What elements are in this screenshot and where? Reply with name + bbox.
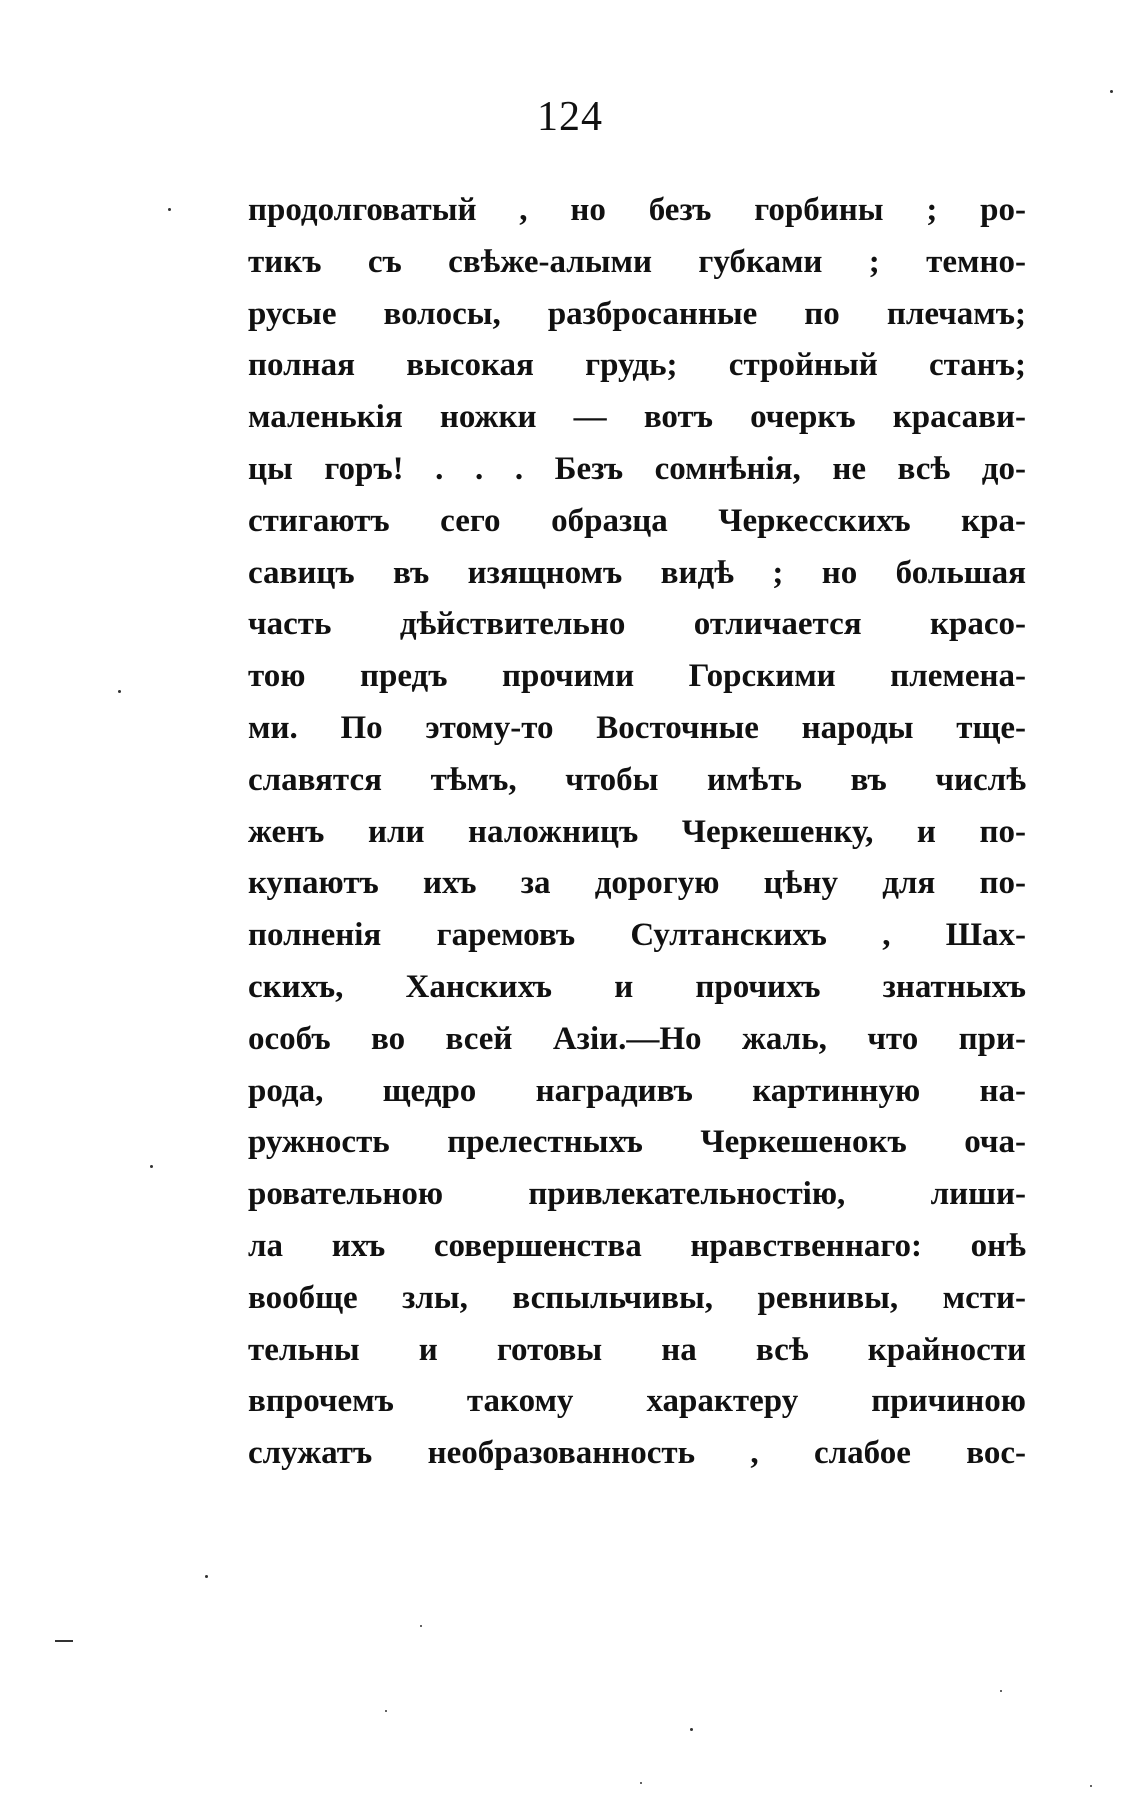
scan-mark	[55, 1640, 73, 1642]
scan-speck	[1000, 1690, 1002, 1692]
scan-speck	[1090, 1785, 1092, 1787]
text-line: купаютъ ихъ за дорогую цѣну для по-	[248, 865, 1026, 902]
scan-speck	[168, 208, 171, 211]
text-line: часть дѣйствительно отличается красо-	[248, 606, 1026, 643]
text-line: славятся тѣмъ, чтобы имѣть въ числѣ	[248, 761, 1026, 798]
scan-speck	[640, 1782, 642, 1784]
scan-speck	[118, 690, 121, 693]
scan-speck	[420, 1625, 422, 1627]
text-line: стигаютъ сего образца Черкесскихъ кра-	[248, 502, 1026, 539]
text-line: скихъ, Ханскихъ и прочихъ знатныхъ	[248, 968, 1026, 1005]
text-line: савицъ въ изящномъ видѣ ; но большая	[248, 554, 1026, 591]
text-line: тикъ съ свѣже-алыми губками ; темно-	[248, 243, 1026, 280]
text-line: ми. По этому-то Восточные народы тще-	[248, 709, 1026, 746]
text-line: цы горъ! . . . Безъ сомнѣнія, не всѣ до-	[248, 450, 1026, 487]
text-line: ла ихъ совершенства нравственнаго: онѣ	[248, 1227, 1026, 1264]
text-line: полная высокая грудь; стройный станъ;	[248, 347, 1026, 384]
text-line: ровательною привлекательностію, лиши-	[248, 1176, 1026, 1213]
text-line: впрочемъ такому характеру причиною	[248, 1383, 1026, 1420]
text-line: продолговатый , но безъ горбины ; ро-	[248, 192, 1026, 228]
text-line: тельны и готовы на всѣ крайности	[248, 1331, 1026, 1368]
text-line: маленькія ножки — вотъ очеркъ красави-	[248, 399, 1026, 436]
text-line: полненія гаремовъ Султанскихъ , Шах-	[248, 917, 1026, 954]
text-line: тою предъ прочими Горскими племена-	[248, 658, 1026, 695]
text-line: ружность прелестныхъ Черкешенокъ оча-	[248, 1124, 1026, 1161]
text-line: русые волосы, разбросанные по плечамъ;	[248, 295, 1026, 332]
scan-speck	[385, 1710, 387, 1712]
body-text	[248, 185, 1026, 1480]
text-line: вообще злы, вспыльчивы, ревнивы, мсти-	[248, 1279, 1026, 1316]
text-line: рода, щедро наградивъ картинную на-	[248, 1072, 1026, 1109]
text-line: служатъ необразованность , слабое вос-	[248, 1435, 1026, 1472]
page-number: 124	[537, 94, 603, 140]
scan-speck	[150, 1165, 153, 1168]
text-line: особъ во всей Азіи.—Но жаль, что при-	[248, 1020, 1026, 1057]
scan-speck	[690, 1728, 693, 1731]
scan-speck	[205, 1575, 208, 1578]
text-line: женъ или наложницъ Черкешенку, и по-	[248, 813, 1026, 850]
scan-speck	[1110, 90, 1113, 93]
